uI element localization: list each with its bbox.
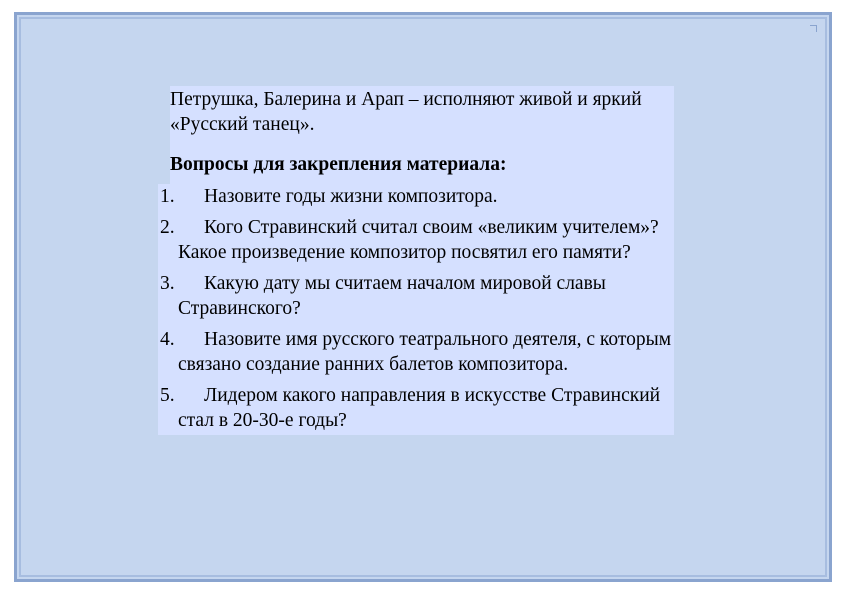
question-text: Назовите имя русского театрального деятеля, с которым связано создание ранних балетов композитора. [178,329,672,375]
intro-text: Петрушка, Балерина и Арап – исполняют живой и яркий «Русский танец». [170,89,642,135]
question-number: 2. [160,217,175,238]
intro-paragraph [170,86,674,150]
text-content [158,86,674,435]
question-item-4 [158,327,674,377]
frame-corner-mark [810,25,817,32]
question-number: 3. [160,273,175,294]
question-text: Кого Стравинский считал своим «великим учителем»? Какое произведение композитор посвятил его памяти? [178,217,659,263]
question-item-2 [158,215,674,265]
question-text: Назовите годы жизни композитора. [204,186,498,207]
question-item-1 [158,184,674,209]
question-number: 5. [160,385,175,406]
question-item-5 [158,383,674,433]
question-number: 1. [160,186,175,207]
question-item-3 [158,271,674,321]
question-text: Какую дату мы считаем началом мировой славы Стравинского? [178,273,606,319]
questions-list [158,184,674,435]
question-number: 4. [160,329,175,350]
questions-heading: Вопросы для закрепления материала: [170,150,674,184]
question-text: Лидером какого направления в искусстве Стравинский стал в 20-30-е годы? [178,385,661,431]
